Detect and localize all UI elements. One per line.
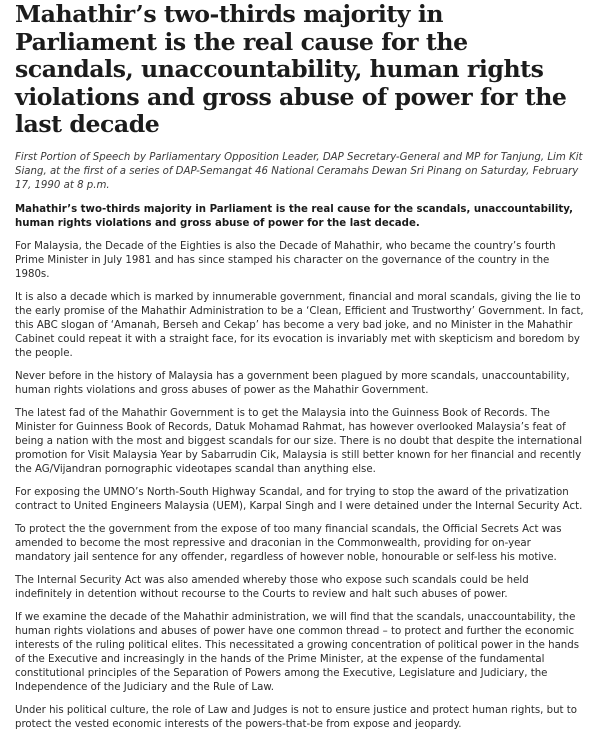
- article-paragraph: If we examine the decade of the Mahathir administration, we will find that the scandals, unaccountability, the human rights violations and abuses of power have one common thread – to protect and further the economic interests of the ruling political elites. This necessitated a growing concentration of political power in the hands of the Executive and increasingly in the hands of the Prime Minister, at the expense of the fundamental constitutional principles of the Separation of Powers among the Executive, Legislature and Judiciary, the Independence of the Judiciary and the Rule of Law.: [15, 611, 580, 693]
- article-paragraph: The latest fad of the Mahathir Government is to get the Malaysia into the Guinness Book of Records. The Minister for Guinness Book of Records, Datuk Mohamad Rahmat, has however overlooked Malaysia’s feat of being a nation with the most and biggest scandals for our size. There is no doubt that despite the international promotion for Visit Malaysia Year by Sabarrudin Cik, Malaysia is still better known for her financial and recently the AG/Vijandran pornographic videotapes scandal than anything else.: [15, 407, 583, 475]
- article-paragraph: For Malaysia, the Decade of the Eighties is also the Decade of Mahathir, who became the country’s fourth Prime Minister in July 1981 and has since stamped his character on the governance of the country in the 1980s.: [15, 240, 556, 280]
- article-lede: Mahathir’s two-thirds majority in Parliament is the real cause for the scandals, unaccountability, human rights violations and gross abuse of power for the last decade.: [15, 203, 573, 229]
- article-headline: Mahathir’s two-thirds majority in Parliament is the real cause for the scandals, unaccountability, human rights violations and gross abuse of power for the last decade: [15, 0, 567, 139]
- article-byline: First Portion of Speech by Parliamentary Opposition Leader, DAP Secretary-General and MP for Tanjung, Lim Kit Siang, at the first of a series of DAP-Semangat 46 National Ceramahs Dewan Sri Pinang on Saturday, February 17, 1990 at 8 p.m.: [15, 151, 583, 191]
- article-paragraph: The Internal Security Act was also amended whereby those who expose such scandals could be held indefinitely in detention without recourse to the Courts to review and halt such abuses of power.: [15, 574, 529, 600]
- article-paragraph: Under his political culture, the role of Law and Judges is not to ensure justice and protect human rights, but to protect the vested economic interests of the powers-that-be from expose and jeopardy.: [15, 704, 577, 730]
- article-paragraph: To protect the the government from the expose of too many financial scandals, the Official Secrets Act was amended to become the most repressive and draconian in the Commonwealth, providing for on-year mandatory jail sentence for any offender, regardless of however noble, honourable or self-less his motive.: [15, 523, 562, 563]
- article-paragraph: Never before in the history of Malaysia has a government been plagued by more scandals, unaccountability, human rights violations and gross abuses of power as the Mahathir Government.: [15, 370, 570, 396]
- article-paragraph: It is also a decade which is marked by innumerable government, financial and moral scandals, giving the lie to the early promise of the Mahathir Administration to be a ‘Clean, Efficient and Trustworthy’ Government. In fact, this ABC slogan of ‘Amanah, Berseh and Cekap’ has become a very bad joke, and no Minister in the Mahathir Cabinet could repeat it with a straight face, for its evocation is invariably met with skepticism and boredom by the people.: [15, 291, 584, 359]
- article-paragraph: For exposing the UMNO’s North-South Highway Scandal, and for trying to stop the award of the privatization contract to United Engineers Malaysia (UEM), Karpal Singh and I were detained under the Internal Security Act.: [15, 486, 583, 512]
